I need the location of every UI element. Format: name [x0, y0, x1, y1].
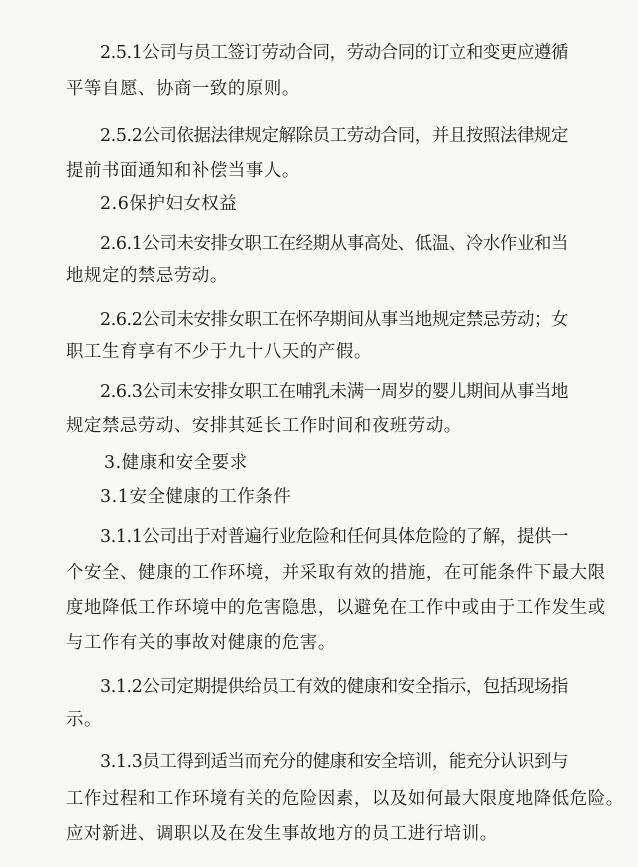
text-line-20: 3.1.3员工得到适当而充分的健康和安全培训，能充分认识到与 [100, 752, 569, 772]
text-line-15: 个安全、健康的工作环境，并采取有效的措施，在可能条件下最大限 [66, 563, 606, 583]
text-line-14: 3.1.1公司出于对普遍行业危险和任何具体危险的了解，提供一 [100, 527, 569, 547]
text-line-8: 2.6.2公司未安排女职工在怀孕期间从事当地规定禁忌劳动；女 [100, 310, 569, 330]
section-heading-3: 3.健康和安全要求 [104, 453, 248, 473]
text-line-18: 3.1.2公司定期提供给员工有效的健康和安全指示，包括现场指 [100, 677, 569, 697]
text-line-16: 度地降低工作环境中的危害隐患，以避免在工作中或由于工作发生或 [66, 598, 606, 618]
text-line-7: 地规定的禁忌劳动。 [66, 266, 228, 286]
text-line-19: 示。 [66, 710, 102, 730]
text-line-6: 2.6.1公司未安排女职工在经期从事高处、低温、冷水作业和当 [100, 234, 569, 254]
text-line-17: 与工作有关的事故对健康的危害。 [66, 633, 336, 653]
text-line-1: 2.5.1公司与员工签订劳动合同，劳动合同的订立和变更应遵循 [100, 43, 569, 63]
text-line-21: 工作过程和工作环境有关的危险因素，以及如何最大限度地降低危险。 [66, 789, 624, 809]
text-line-11: 规定禁忌劳动、安排其延长工作时间和夜班劳动。 [66, 416, 462, 436]
text-line-2: 平等自愿、协商一致的原则。 [66, 79, 300, 99]
text-line-9: 职工生育享有不少于九十八天的产假。 [66, 342, 372, 362]
section-heading-3-1: 3.1安全健康的工作条件 [100, 487, 292, 507]
text-line-3: 2.5.2公司依据法律规定解除员工劳动合同，并且按照法律规定 [100, 126, 569, 146]
text-line-10: 2.6.3公司未安排女职工在哺乳未满一周岁的婴儿期间从事当地 [100, 382, 569, 402]
text-line-4: 提前书面通知和补偿当事人。 [66, 161, 300, 181]
section-heading-2-6: 2.6保护妇女权益 [100, 194, 238, 214]
text-line-22: 应对新进、调职以及在发生事故地方的员工进行培训。 [66, 824, 498, 844]
